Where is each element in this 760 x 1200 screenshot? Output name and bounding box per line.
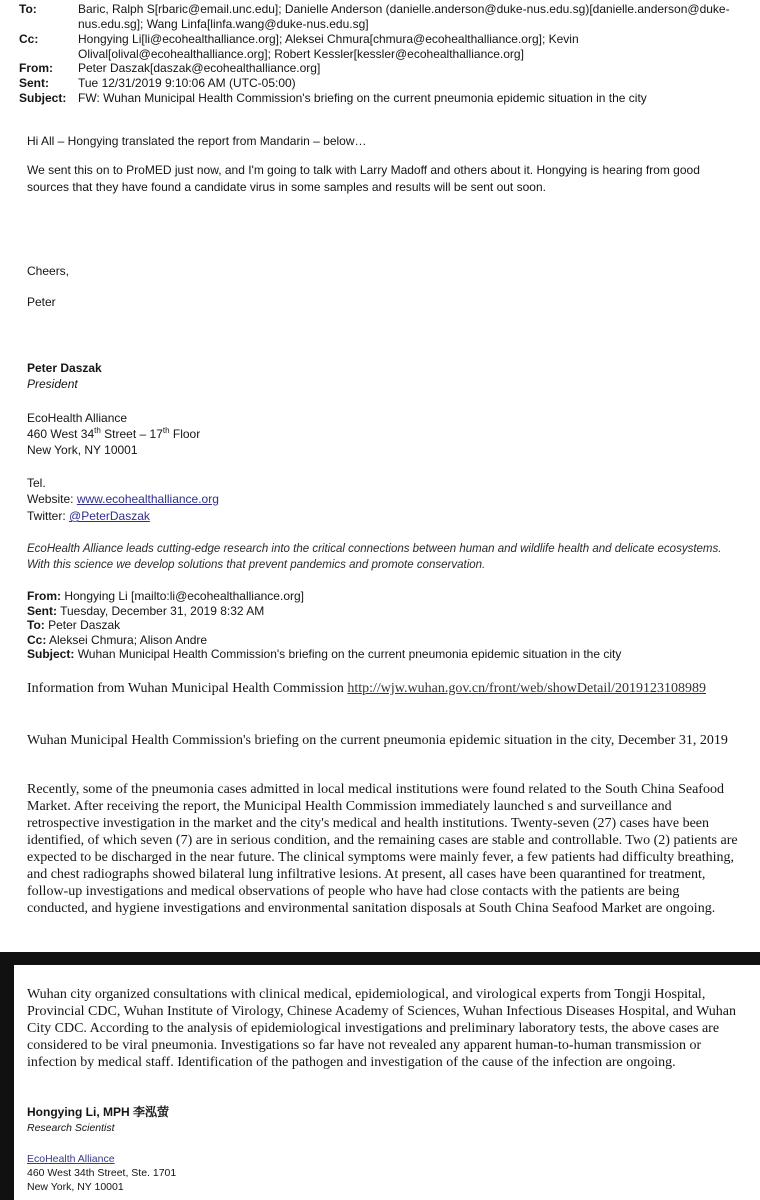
fwd-from-row: From: Hongying Li [mailto:li@ecohealthalliance.org] — [27, 589, 304, 603]
twitter-link[interactable]: @PeterDaszak — [69, 509, 150, 523]
sent-label: Sent: — [19, 76, 49, 90]
cc-label: Cc: — [19, 32, 39, 46]
signature-website — [27, 491, 219, 508]
website-label: Website: — [27, 492, 74, 506]
signature2-org-link[interactable]: EcoHealth Alliance — [27, 1153, 115, 1165]
fwd-sent-row: Sent: Tuesday, December 31, 2019 8:32 AM — [27, 603, 265, 618]
from-value: Peter Daszak[daszak@ecohealthalliance.org] — [78, 61, 321, 75]
cc-value: Hongying Li[li@ecohealthalliance.org]; Aleksei Chmura[chmura@ecohealthalliance.org]; Kevin Olival[olival@ecohealthalliance.org]; Robert Kessler[kessler@ecohealthalliance.org] — [78, 32, 579, 61]
report-paragraph-1: Recently, some of the pneumonia cases admitted in local medical institutions were found related to the South China Seafood Market. After receiving the report, the Municipal Health Commission immediately launched s and surveillance and retrospective investigation in the market and the city's medical and health institutions. Twenty-seven (27) cases have been identified, of which seven (7) are in serious condition, and the remaining cases are stable and controllable. Two (2) patients are expected to be discharged in the near future. The clinical symptoms were mainly fever, a few patients had difficulty breathing, and chest radiographs showed bilateral lung infiltrative lesions. At present, all cases have been quarantined for treatment, follow-up investigations and medical observations of people who have had close contacts with the patients are being conducted, and hygiene investigations and environmental sanitation disposals at South China Seafood Market are ongoing. — [27, 782, 738, 916]
signature-name: Peter Daszak — [27, 361, 102, 375]
subject-label: Subject: — [19, 91, 67, 105]
message-signoff: Peter — [27, 295, 56, 309]
sent-value: Tue 12/31/2019 9:10:06 AM (UTC-05:00) — [78, 76, 296, 90]
from-label: From: — [19, 61, 53, 75]
fwd-to-row: To: Peter Daszak — [27, 618, 121, 632]
signature-tel: Tel. — [27, 476, 46, 490]
report-info-line — [27, 680, 747, 697]
message-paragraph: We sent this on to ProMED just now, and I'm going to talk with Larry Madoff and others about it. Hongying is hearing from good sources that they have found a candidate virus in some samples and results will be sent out soon. — [27, 163, 700, 194]
report-info-link[interactable]: http://wjw.wuhan.gov.cn/front/web/showDetail/2019123108989 — [347, 681, 706, 696]
subject-value: FW: Wuhan Municipal Health Commission's briefing on the current pneumonia epidemic situation in the city — [78, 91, 647, 105]
to-value: Baric, Ralph S[rbaric@email.unc.edu]; Danielle Anderson (danielle.anderson@duke-nus.edu.sg)[danielle.anderson@duke-nus.edu.sg]; Wang Linfa[linfa.wang@duke-nus.edu.sg] — [78, 2, 730, 31]
signature2-name: Hongying Li, MPH 李泓萤 — [27, 1105, 169, 1119]
website-link[interactable]: www.ecohealthalliance.org — [76, 492, 219, 506]
signature2-address: 460 West 34th Street, Ste. 1701 — [27, 1167, 177, 1179]
signature2-title: Research Scientist — [27, 1122, 115, 1134]
report-heading: Wuhan Municipal Health Commission's briefing on the current pneumonia epidemic situation in the city, December 31, 2019 — [27, 733, 728, 748]
fwd-cc-row: Cc: Aleksei Chmura; Alison Andre — [27, 632, 208, 647]
message-closing: Cheers, — [27, 264, 70, 278]
forwarded-header — [27, 589, 742, 662]
twitter-label: Twitter: — [27, 509, 66, 523]
signature-tagline: EcoHealth Alliance leads cutting-edge research into the critical connections between human and wildlife health and delicate ecosystems. With this science we develop solutions that prevent pandemics and promote conservation. — [27, 543, 722, 571]
message-greeting: Hi All – Hongying translated the report from Mandarin – below… — [27, 134, 367, 148]
signature2-city: New York, NY 10001 — [27, 1181, 124, 1193]
signature-org: EcoHealth Alliance — [27, 411, 128, 425]
to-label: To: — [19, 2, 37, 16]
fwd-subject-row: Subject: Wuhan Municipal Health Commission's briefing on the current pneumonia epidemic situation in the city — [27, 647, 622, 661]
signature-twitter — [27, 508, 150, 525]
signature-city: New York, NY 10001 — [27, 443, 138, 457]
left-edge-bar — [0, 965, 14, 1200]
signature-title: President — [27, 377, 78, 391]
section-divider — [0, 952, 760, 965]
report-info-label: Information from Wuhan Municipal Health Commission — [27, 681, 344, 696]
signature-address: 460 West 34th Street – 17th Floor — [27, 426, 201, 441]
report-paragraph-2: Wuhan city organized consultations with clinical medical, epidemiological, and virological experts from Tongji Hospital, Provincial CDC, Wuhan Institute of Virology, Chinese Academy of Sciences, Wuhan Infectious Diseases Hospital, and Wuhan City CDC. According to the analysis of epidemiological investigations and preliminary laboratory tests, the above cases are considered to be viral pneumonia. Investigations so far have not revealed any apparent human-to-human transmission or infection by medical staff. Identification of the pathogen and investigation of the cause of the infection are ongoing. — [27, 987, 737, 1070]
